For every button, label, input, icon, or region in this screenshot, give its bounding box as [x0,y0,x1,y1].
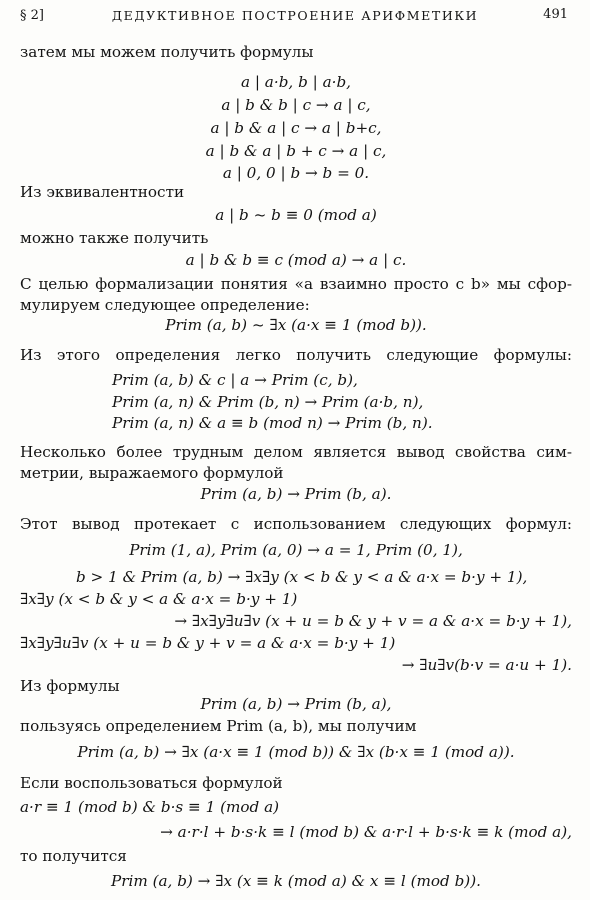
text-line: мулируем следующее определение: [20,296,310,314]
text-line: пользуясь определением Prim (a, b), мы получим [20,717,417,735]
text-line: можно также получить [20,229,209,247]
section-marker: § 2] [20,8,44,23]
formula-line: Prim (a, b) → ∃x (x ≡ k (mod a) & x ≡ l (mod b)). [111,872,481,890]
formula-line: a | 0, 0 | b → b = 0. [222,164,370,182]
formula-line: → a·r·l + b·s·k ≡ l (mod b) & a·r·l + b·s·k ≡ k (mod a), [160,823,572,841]
text-line: Этот вывод протекает с использованием следующих формул: [20,515,572,533]
formula-line: b > 1 & Prim (a, b) → ∃x∃y (x < b & y < a & a·x = b·y + 1), [76,568,528,586]
formula-line: Prim (a, b) & c | a → Prim (c, b), [112,371,358,389]
formula-line: Prim (a, n) & a ≡ b (mod n) → Prim (b, n). [112,414,433,432]
formula-line: a | b & a | c → a | b+c, [210,119,382,137]
formula-line: a | b & b ≡ c (mod a) → a | c. [185,251,407,269]
formula-line: → ∃u∃v(b·v = a·u + 1). [401,656,572,674]
running-header [0,6,590,28]
formula-line: Prim (a, b) → Prim (b, a). [200,485,392,503]
formula-line: a·r ≡ 1 (mod b) & b·s ≡ 1 (mod a) [20,798,280,816]
formula-line: Prim (a, n) & Prim (b, n) → Prim (a·b, n), [112,393,424,411]
formula-line: ∃x∃y∃u∃v (x + u = b & y + v = a & a·x = b·y + 1) [20,634,396,652]
text-line: Из формулы [20,677,120,695]
formula-line: ∃x∃y (x < b & y < a & a·x = b·y + 1) [20,590,298,608]
formula-line: → ∃x∃y∃u∃v (x + u = b & y + v = a & a·x = b·y + 1), [174,612,572,630]
formula-line: Prim (a, b) → ∃x (a·x ≡ 1 (mod b)) & ∃x (b·x ≡ 1 (mod a)). [77,743,515,761]
formula-line: Prim (a, b) ~ ∃x (a·x ≡ 1 (mod b)). [165,316,427,334]
text-line: С целью формализации понятия «a взаимно просто с b» мы сфор- [20,275,572,293]
text-line: Из эквивалентности [20,183,185,201]
text-line: метрии, выражаемого формулой [20,464,284,482]
page-number: 491 [543,7,568,22]
formula-line: a | b & a | b + c → a | c, [205,142,387,160]
formula-line: Prim (a, b) → Prim (b, a), [200,695,392,713]
text-line: затем мы можем получить формулы [20,43,314,61]
formula-line: a | b & b | c → a | c, [221,96,371,114]
formula-line: Prim (1, a), Prim (a, 0) → a = 1, Prim (0, 1), [129,541,463,559]
text-line: Если воспользоваться формулой [20,774,283,792]
formula-line: a | b ~ b ≡ 0 (mod a) [215,206,377,224]
text-line: то получится [20,847,127,865]
running-title: ДЕДУКТИВНОЕ ПОСТРОЕНИЕ АРИФМЕТИКИ [111,8,479,23]
formula-line: a | a·b, b | a·b, [240,73,351,91]
text-line: Несколько более трудным делом является вывод свойства сим- [20,443,572,461]
text-line: Из этого определения легко получить следующие формулы: [20,346,572,364]
